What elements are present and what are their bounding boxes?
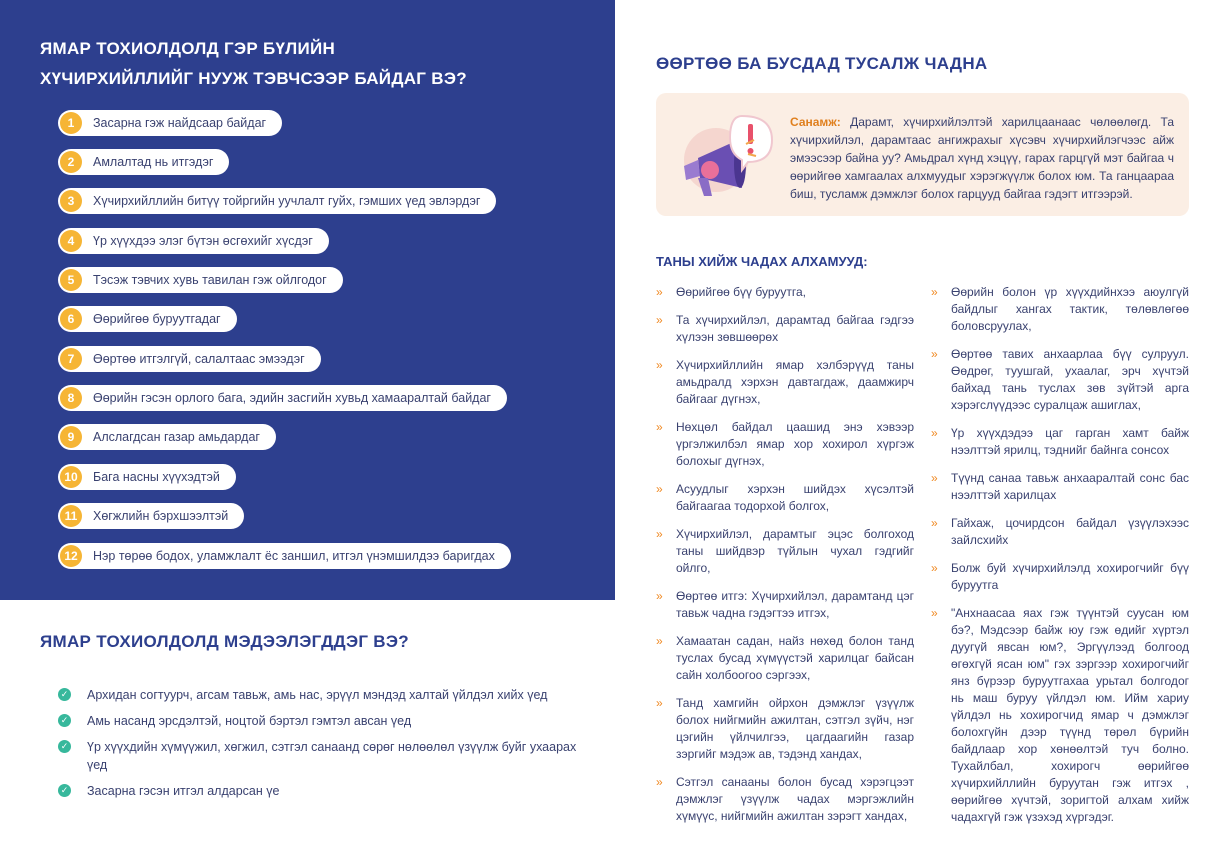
bullet-marker: » (656, 696, 663, 710)
bullet-marker: » (656, 527, 663, 541)
reason-number: 9 (60, 426, 82, 448)
reason-item (58, 346, 321, 372)
list-item (58, 738, 578, 774)
reason-number: 12 (60, 545, 82, 567)
step-text: Хүчирхийллийн ямар хэлбэрүүд таны амьдралд хэрхэн давтагдаж, даамжирч байгааг дүгнэх, (676, 358, 914, 406)
reason-item (58, 543, 511, 569)
list-item (656, 419, 914, 470)
list-item (58, 686, 578, 704)
list-item (931, 605, 1189, 826)
step-text: Танд хамгийн ойрхон дэмжлэг үзүүлж болох нийгмийн ажилтан, сэтгэл зүйч, нэг цэгийн үйлчилгээ, цагдаагийн газар зэргийг мэдэж ав, тэдэнд хандах, (676, 696, 914, 761)
left-title-line-1: ЯМАР ТОХИОЛДОЛД ГЭР БҮЛИЙН (40, 39, 336, 58)
step-text: "Анхнаасаа яах гэж түүнтэй суусан юм бэ?, Мэдсээр байж юу гэж өдийг хүртэл дуугүй явсан юм?, Эргүүлээд болгоод өгөхгүй ясан юм" гэх зэргээр хохирогчийг янз бүрээр буруутгахаа урьтал болгодог нь маш буруу үйлдэл юм. Ийм хариу үйлдэл нь хохирогчид ямар ч дэмжлэг болохгүйн дээр түүнд төрөл бүрийн байдлаар хор хөнөөлтэй туч болно. Тухайлбал, хохирогч өөрийгөө хүчирхийллийн буруутан гэж итгэх , өөрийгөө хүчтэй, зоригтой алхам хийж чадахгүй гэж үзэхэд хүргэдэг. (951, 606, 1189, 824)
step-text: Болж буй хүчирхийлэлд хохирогчийг бүү буруутга (951, 561, 1189, 592)
step-text: Асуудлыг хэрхэн шийдэх хүсэлтэй байгаагаа тодорхой болгох, (676, 482, 914, 513)
list-item (931, 425, 1189, 459)
list-item-text: Архидан согтуурч, агсам тавьж, амь нас, эрүүл мэндэд халтай үйлдэл хийх үед (87, 688, 548, 702)
reason-number: 4 (60, 230, 82, 252)
reason-text: Өөртөө итгэлгүй, салалтаас эмээдэг (93, 352, 305, 366)
reason-item (58, 424, 276, 450)
bullet-marker: » (931, 426, 938, 440)
list-item (931, 284, 1189, 335)
reason-text: Хүчирхийллийн битүү тойргийн уучлалт гуйх, гэмших үед эвлэрдэг (93, 194, 481, 208)
step-text: Өөртөө итгэ: Хүчирхийлэл, дарамтанд цэг тавьж чадна гэдэгтээ итгэх, (676, 589, 914, 620)
reason-number: 11 (60, 505, 82, 527)
bullet-marker: » (656, 482, 663, 496)
reason-text: Засарна гэж найдсаар байдаг (93, 116, 267, 130)
list-item (656, 312, 914, 346)
reason-number: 6 (60, 308, 82, 330)
step-text: Сэтгэл санааны болон бусад хэрэгцээт дэмжлэг үзүүлж чадах мэргэжлийн хүмүүс, нийгмийн ажилтан зэрэгт хандах, (676, 775, 914, 823)
tip-body: Дарамт, хүчирхийлэлтэй харилцаанаас чөлөөлөгд. Та хүчирхийлэл, дарамтаас ангижрахыг хүсэвч хүчирхийлэгчээс айж эмээсээр байна уу? Амьдрал хүнд хэцүү, гарах гарцгүй мэт байгаа ч өөрийгөө хамгаалах алхмуудыг хэрэгжүүлж болох юм. Та ганцаараа биш, тусламж дэмжлэг болох гарцууд байгаа гэдэгт итгээрэй. (790, 115, 1174, 201)
reason-text: Алслагдсан газар амьдардаг (93, 430, 260, 444)
step-text: Үр хүүхдэдээ цаг гарган хамт байж нээлттэй ярилц, тэднийг байнга сонсох (951, 426, 1189, 457)
left-title-line-2: ХҮЧИРХИЙЛЛИЙГ НУУЖ ТЭВЧСЭЭР БАЙДАГ ВЭ? (40, 69, 467, 88)
list-item (656, 588, 914, 622)
list-item (656, 481, 914, 515)
reason-text: Тэсэж тэвчих хувь тавилан гэж ойлгодог (93, 273, 327, 287)
reason-item (58, 228, 329, 254)
list-item (58, 712, 578, 730)
list-item (656, 284, 914, 301)
tip-label: Санамж: (790, 115, 841, 129)
list-item (931, 515, 1189, 549)
list-item-text: Засарна гэсэн итгэл алдарсан үе (87, 784, 280, 798)
reason-text: Бага насны хүүхэдтэй (93, 470, 220, 484)
help-title: ӨӨРТӨӨ БА БУСДАД ТУСАЛЖ ЧАДНА (656, 54, 988, 73)
list-item (931, 470, 1189, 504)
bullet-marker: » (656, 285, 663, 299)
reason-item (58, 385, 507, 411)
reason-number: 1 (60, 112, 82, 134)
list-item (656, 695, 914, 763)
bullet-marker: » (656, 775, 663, 789)
reason-item (58, 110, 282, 136)
reason-text: Өөрийн гэсэн орлого бага, эдийн засгийн хувьд хамааралтай байдаг (93, 391, 491, 405)
bullet-marker: » (656, 589, 663, 603)
left-panel-title (40, 34, 580, 94)
bullet-marker: » (931, 471, 938, 485)
reason-number: 10 (60, 466, 82, 488)
list-item (656, 774, 914, 825)
step-text: Өөртөө тавих анхаарлаа бүү сулруул. Өөдрөг, туушгай, ухаалаг, эрч хүчтэй байхад тань туслах зөв зүйтэй арга хэрэгслүүдээс суралцаж ашиглах, (951, 347, 1189, 412)
check-icon: ✓ (58, 714, 71, 727)
bullet-marker: » (656, 634, 663, 648)
reason-item (58, 267, 343, 293)
reason-item (58, 464, 236, 490)
step-text: Нөхцөл байдал цаашид энэ хэвээр үргэлжилбэл ямар хор хохирол хүргэж болохыг дүгнэх, (676, 420, 914, 468)
reason-text: Нэр төрөө бодох, уламжлалт ёс заншил, итгэл үнэмшилдээ баригдах (93, 549, 495, 563)
list-item (656, 633, 914, 684)
tip-text (790, 113, 1174, 203)
list-item (58, 782, 578, 800)
reason-item (58, 503, 244, 529)
step-text: Өөрийгөө бүү буруутга, (676, 285, 806, 299)
reason-number: 8 (60, 387, 82, 409)
reason-item (58, 188, 496, 214)
step-text: Өөрийн болон үр хүүхдийнхээ аюулгүй байдлыг хангах тактик, төлөвлөгөө боловсруулах, (951, 285, 1189, 333)
reason-item (58, 149, 229, 175)
check-icon: ✓ (58, 688, 71, 701)
steps-title: ТАНЫ ХИЙЖ ЧАДАХ АЛХАМУУД: (656, 254, 868, 269)
reason-number: 5 (60, 269, 82, 291)
left-panel (0, 0, 615, 600)
step-text: Хамаатан садан, найз нөхөд болон танд туслах бусад хүмүүстэй харилцаг байсан сайн холбоогоо сэргээх, (676, 634, 914, 682)
list-item (931, 346, 1189, 414)
reason-number: 2 (60, 151, 82, 173)
bullet-marker: » (931, 516, 938, 530)
bullet-marker: » (931, 347, 938, 361)
step-text: Та хүчирхийлэл, дарамтад байгаа гэдгээ хүлээн зөвшөөрөх (676, 313, 914, 344)
list-item (656, 526, 914, 577)
list-item-text: Амь насанд эрсдэлтэй, ноцтой бэртэл гэмтэл авсан үед (87, 714, 412, 728)
bullet-marker: » (931, 561, 938, 575)
step-text: Гайхаж, цочирдсон байдал үзүүлэхээс зайлсхийх (951, 516, 1189, 547)
reason-item (58, 306, 237, 332)
check-icon: ✓ (58, 740, 71, 753)
reason-number: 7 (60, 348, 82, 370)
reporting-list (58, 686, 578, 808)
reason-text: Үр хүүхдээ элэг бүтэн өсгөхийг хүсдэг (93, 234, 313, 248)
megaphone-icon (676, 110, 776, 200)
steps-column-2 (931, 284, 1189, 837)
reason-text: Өөрийгөө буруутгадаг (93, 312, 221, 326)
bullet-marker: » (656, 420, 663, 434)
reason-text: Амлалтад нь итгэдэг (93, 155, 214, 169)
list-item-text: Үр хүүхдийн хүмүүжил, хөгжил, сэтгэл санаанд сөрөг нөлөөлөл үзүүлж буйг ухаарах үед (87, 740, 577, 772)
reporting-title: ЯМАР ТОХИОЛДОЛД МЭДЭЭЛЭГДДЭГ ВЭ? (40, 632, 409, 651)
bullet-marker: » (931, 285, 938, 299)
bullet-marker: » (931, 606, 938, 620)
step-text: Түүнд санаа тавьж анхааралтай сонс бас нээлттэй харилцах (951, 471, 1189, 502)
steps-column-1 (656, 284, 914, 836)
reason-number: 3 (60, 190, 82, 212)
bullet-marker: » (656, 313, 663, 327)
list-item (656, 357, 914, 408)
bullet-marker: » (656, 358, 663, 372)
reason-text: Хөгжлийн бэрхшээлтэй (93, 509, 229, 523)
check-icon: ✓ (58, 784, 71, 797)
step-text: Хүчирхийлэл, дарамтыг эцэс болгоход таны шийдвэр түйлын чухал гэдгийг ойлго, (676, 527, 914, 575)
list-item (931, 560, 1189, 594)
